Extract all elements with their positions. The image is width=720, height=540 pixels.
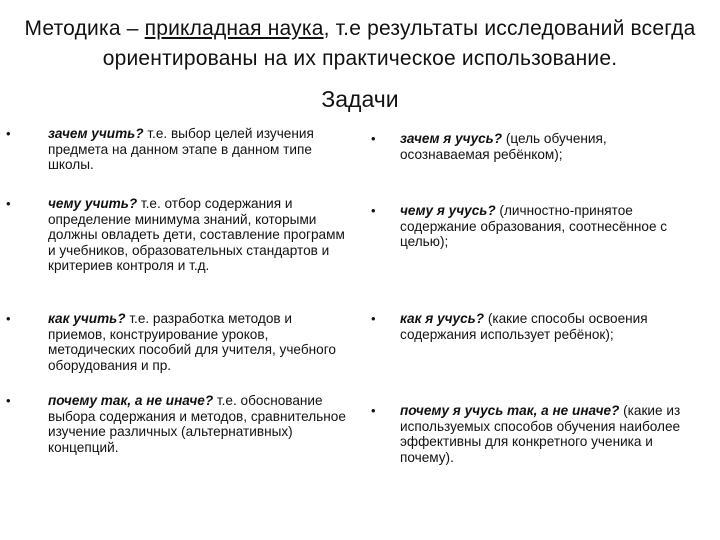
left-item-2 (48, 196, 350, 274)
bullet-icon: • (371, 311, 376, 326)
right-item-3-lead: как я учусь? (400, 311, 485, 326)
bullet-icon: • (6, 126, 11, 141)
title-part2: , т.е результаты исследований всегда ориентированы на их практическое использование. (102, 17, 696, 70)
title-part1: Методика – (24, 17, 145, 40)
right-item-3 (400, 311, 700, 342)
right-item-1-lead: зачем я учусь? (400, 131, 503, 146)
right-item-2-lead: чему я учусь? (400, 203, 496, 218)
right-item-1-text: (цель обучения, осознаваемая ребёнком); (400, 131, 607, 162)
bullet-icon: • (6, 196, 11, 211)
right-item-2-text: (личностно-принятое содержание образования, соотнесённое с целью); (400, 203, 668, 250)
left-item-1-text: т.е. выбор целей изучения предмета на данном этапе в данном типе школы. (48, 126, 314, 173)
left-item-3-text: т.е. разработка методов и приемов, конструирование уроков, методических пособий для учителя, учебного оборудования и пр. (48, 311, 336, 373)
left-item-4-text: т.е. обоснование выбора содержания и методов, сравнительное изучение различных (альтернативных) концепций. (48, 393, 346, 455)
right-item-3-text: (какие способы освоения содержания использует ребёнок); (400, 311, 648, 342)
bullet-icon: • (371, 403, 376, 418)
section-subtitle: Задачи (321, 86, 399, 112)
left-item-2-text: т.е. отбор содержания и определение минимума знаний, которыми должны овладеть дети, составление программ и учебников, образовательных стандартов и критериев контроля и т.д. (48, 196, 345, 274)
right-item-4-text: (какие из используемых способов обучения наиболее эффективны для конкретного ученика и почему). (400, 403, 681, 465)
right-item-2 (400, 203, 700, 250)
slide-title (20, 14, 700, 74)
bullet-icon: • (6, 393, 11, 408)
right-item-1 (400, 131, 700, 162)
bullet-icon: • (6, 311, 11, 326)
title-underlined: прикладная наука (144, 17, 324, 40)
left-item-1-lead: зачем учить? (48, 126, 144, 141)
left-item-2-lead: чему учить? (48, 196, 138, 211)
left-item-3 (48, 311, 350, 373)
bullet-icon: • (371, 131, 376, 146)
right-item-4-lead: почему я учусь так, а не иначе? (400, 403, 620, 418)
left-item-4 (48, 393, 350, 455)
left-item-4-lead: почему так, а не иначе? (48, 393, 214, 408)
bullet-icon: • (371, 203, 376, 218)
left-item-1 (48, 126, 350, 173)
right-item-4 (400, 403, 700, 465)
left-item-3-lead: как учить? (48, 311, 126, 326)
